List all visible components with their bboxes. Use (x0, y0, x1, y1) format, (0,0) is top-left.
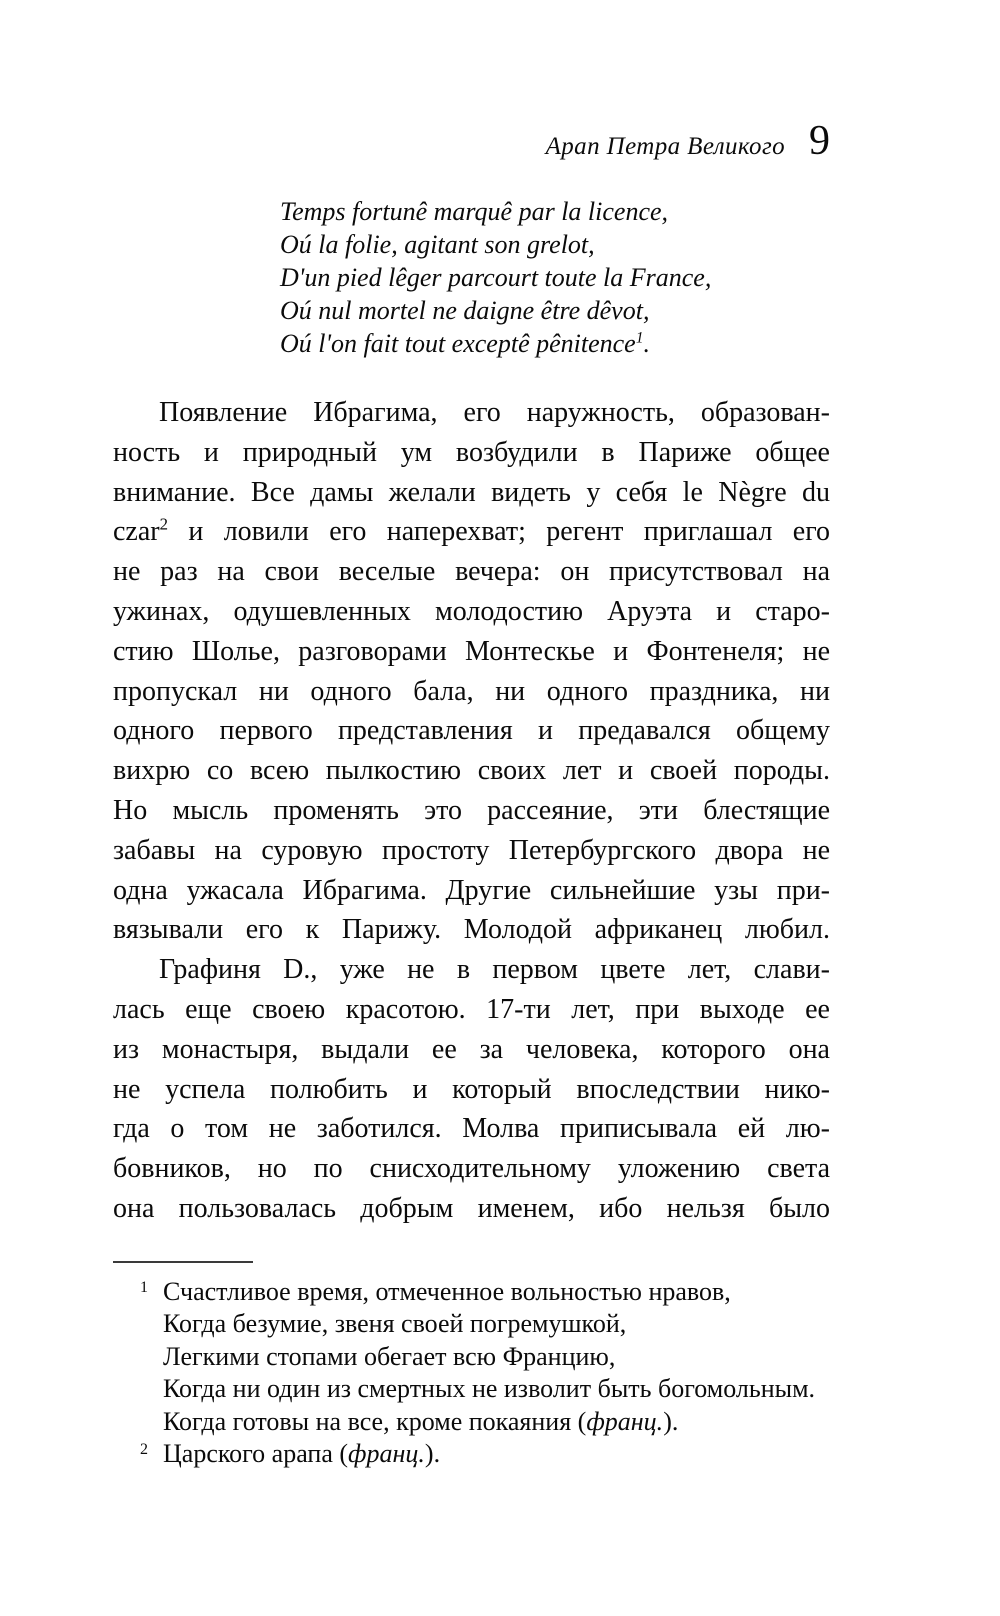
footnote-line: Счастливое время, отмеченное вольностью нравов, (163, 1276, 731, 1306)
text-line: одного первого представления и предавался общему (113, 715, 830, 747)
footnote-marker: 2 (140, 1441, 148, 1459)
footnotes (113, 1276, 830, 1471)
epigraph-line: Oú la folie, agitant son grelot, (280, 230, 595, 259)
footnote-rule (113, 1261, 253, 1263)
paragraph (113, 950, 830, 1229)
text-line: гда о том не заботился. Молва приписывала ей лю- (113, 1113, 830, 1145)
text-line: не раз на свои веселые вечера: он присутствовал на (113, 556, 830, 588)
body-text (113, 393, 830, 1229)
text-line: она пользовалась добрым именем, ибо нельзя было (113, 1192, 830, 1224)
text-line: внимание. Все дамы желали видеть у себя le Nègre du (113, 476, 830, 508)
footnote-line: Легкими стопами обегает всю Францию, (163, 1341, 616, 1371)
footnote-line: Когда ни один из смертных не изволит быть богомольным. (163, 1374, 816, 1404)
text-line: одна ужасала Ибрагима. Другие сильнейшие узы при- (113, 874, 830, 906)
epigraph-line: Temps fortunê marquê par la licence, (280, 197, 669, 226)
text-line: из монастыря, выдали ее за человека, которого она (113, 1033, 830, 1065)
footnote-line: Царского арапа (франц.). (163, 1439, 441, 1469)
text-line: ужинах, одушевленных молодостию Аруэта и старо- (113, 595, 830, 627)
epigraph-line: Oú nul mortel ne daigne être dêvot, (280, 296, 650, 325)
text-line: Но мысль променять это рассеяние, эти блестящие (113, 794, 830, 826)
text-line: Появление Ибрагима, его наружность, образован- (159, 397, 830, 428)
text-line: czar$^2$ и ловили его наперехват; регент приглашал его (113, 515, 830, 548)
epigraph (113, 195, 830, 360)
page-number: 9 (809, 118, 830, 164)
text-line: вихрю со всею пылкостию своих лет и своей породы. (113, 755, 830, 787)
text-line: вязывали его к Парижу. Молодой африканец любил. (113, 914, 830, 946)
text-line: бовников, но по снисходительному уложению света (113, 1153, 830, 1185)
running-title: Арап Петра Великого (545, 133, 785, 160)
text-line: Графиня D., уже не в первом цвете лет, слави- (159, 954, 830, 986)
footnote-lines (163, 1276, 830, 1439)
text-line: забавы на суровую простоту Петербургского двора не (113, 834, 830, 866)
footnote-line: Когда готовы на все, кроме покаяния (франц.). (163, 1406, 679, 1436)
text-line: стию Шолье, разговорами Монтескье и Фонтенеля; не (113, 635, 830, 667)
text-line: не успела полюбить и который впоследствии нико- (113, 1073, 830, 1105)
page-content (113, 0, 830, 1471)
epigraph-line: Oú l'on fait tout exceptê pênitence$^1$. (280, 329, 651, 358)
footnote-lines (163, 1438, 830, 1471)
footnote-marker: 1 (140, 1278, 148, 1296)
text-line: лась еще своею красотою. 17-ти лет, при выходе ее (113, 993, 830, 1025)
epigraph-line: D'un pied lêger parcourt toute la France, (280, 263, 712, 292)
text-line: ность и природный ум возбудили в Париже общее (113, 436, 830, 468)
footnote (113, 1438, 830, 1471)
text-line: пропускал ни одного бала, ни одного праздника, ни (113, 675, 830, 707)
running-head (113, 0, 830, 162)
paragraph (113, 393, 830, 950)
footnote (113, 1276, 830, 1439)
footnote-line: Когда безумие, звеня своей погремушкой, (163, 1309, 627, 1339)
